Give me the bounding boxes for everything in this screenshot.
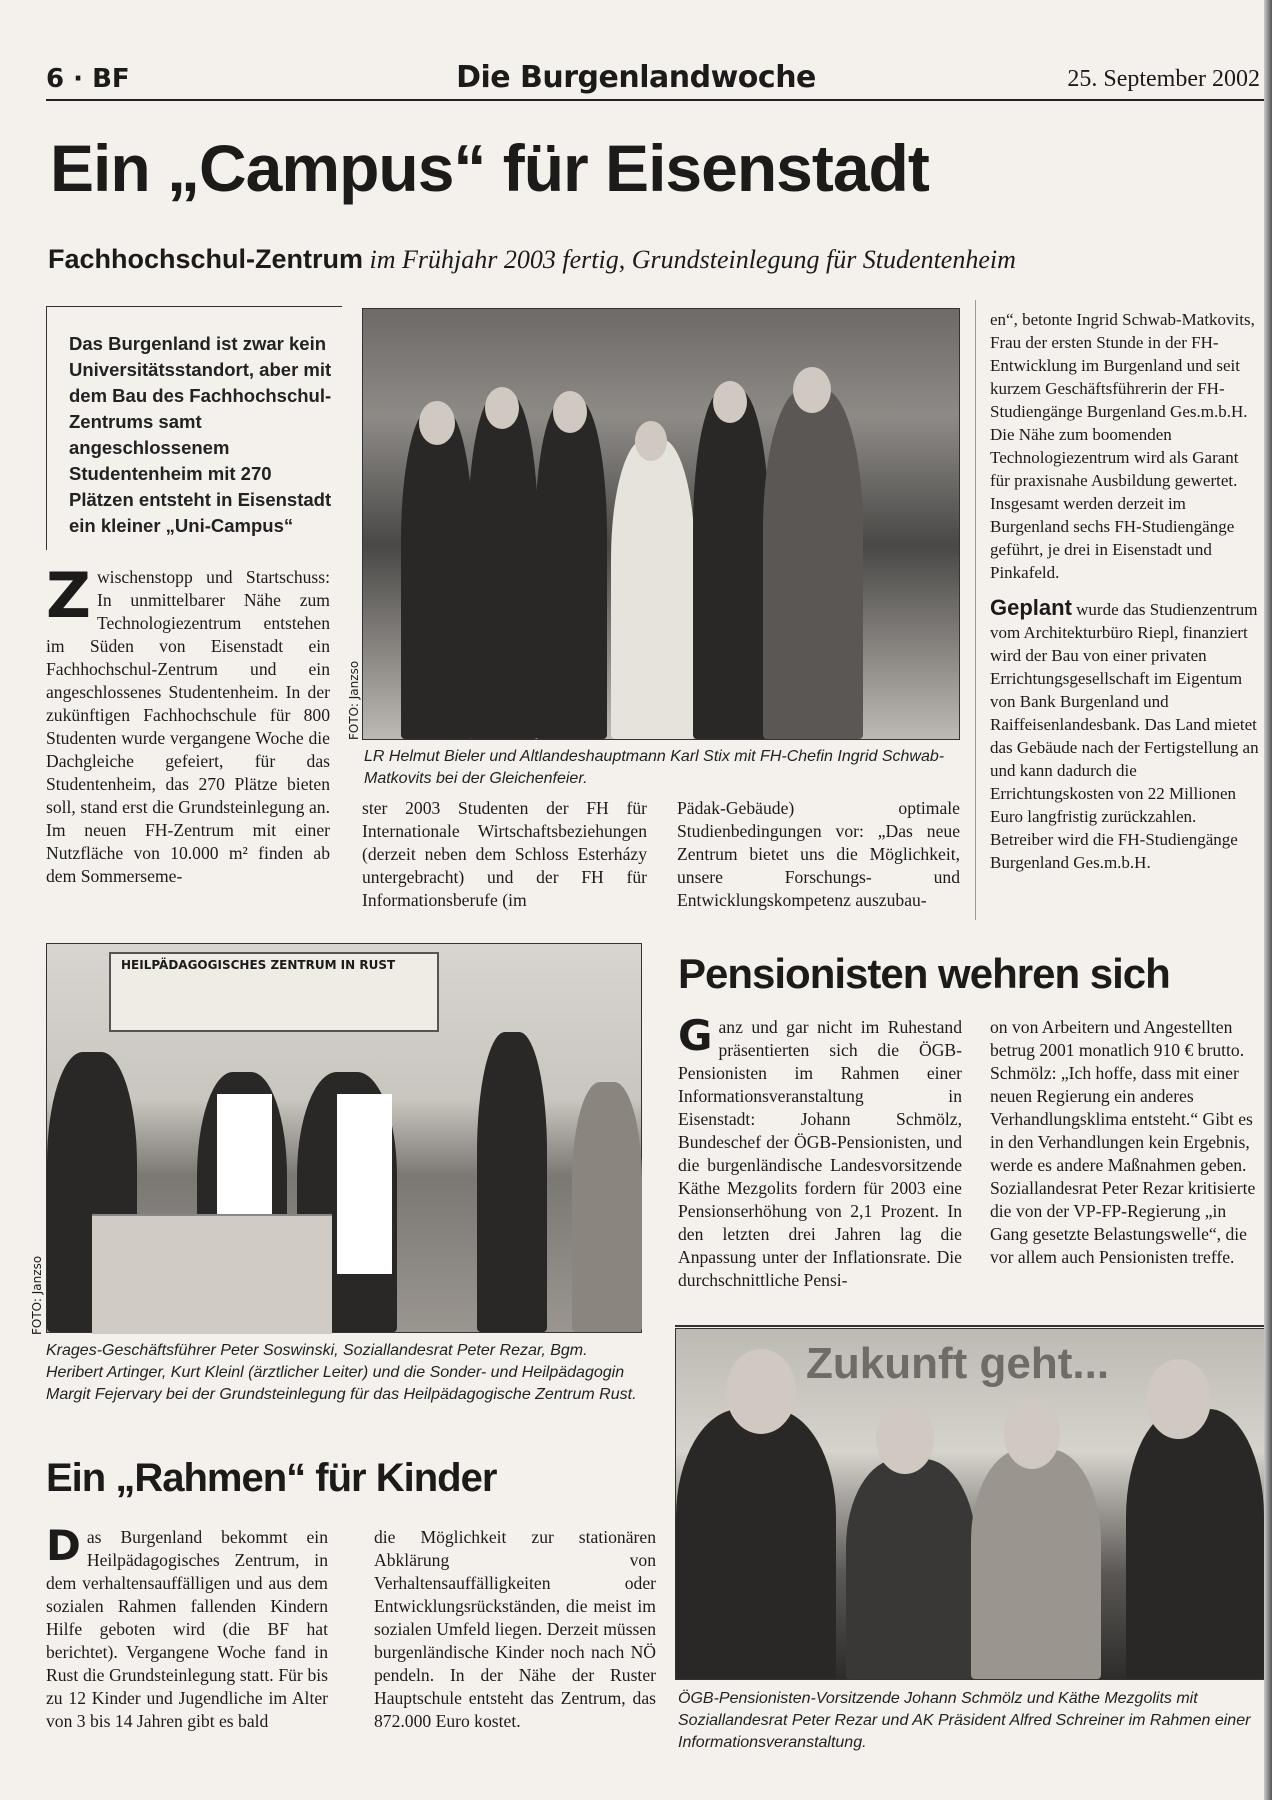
newspaper-title: Die Burgenlandwoche xyxy=(456,60,816,95)
article-column-3: Pädak-Gebäude) optimale Studienbedingungen vor: „Das neue Zentrum bietet uns die Möglichkeit, unsere Forschungs- und Entwicklungskompetenz auszubau- xyxy=(677,798,960,910)
article-column-2: ster 2003 Studenten der FH für Internationale Wirtschaftsbeziehungen (derzeit neben dem Schloss Esterházy untergebracht) und der FH für Informationsberufe (im xyxy=(362,798,647,910)
subhead-italic: im Frühjahr 2003 fertig, Grundsteinlegung für Studentenheim xyxy=(363,245,1016,274)
drop-cap: Z xyxy=(46,559,91,632)
article-column-1 xyxy=(46,1521,328,1733)
article-subhead xyxy=(48,244,1268,275)
column-text: wurde das Studienzentrum vom Architekturbüro Riepl, finanziert wird der Bau von einer privaten Errichtungsgesellschaft im Eigentum von Bank Burgenland und Raiffeisenlandesbank. Das Land mietet das Gebäude nach der Fertigstellung an und kann dadurch die Errichtungskosten von 22 Millionen Euro langfristig zurückzahlen. Betreiber wird die FH-Studiengänge Burgenland Ges.m.b.H. xyxy=(990,600,1259,872)
photo-caption: ÖGB-Pensionisten-Vorsitzende Johann Schmölz und Käthe Mezgolits mit Soziallandesrat Peter Rezar und AK Präsident Alfred Schreiner im Rahmen einer Informationsveranstaltung. xyxy=(678,1690,1251,1751)
page-number: 6 · BF xyxy=(46,64,130,94)
drop-cap: D xyxy=(46,1521,81,1570)
article-column-2: on von Arbeitern und Angestellten betrug 2001 monatlich 910 € brutto. Schmölz: „Ich hoffe, dass mit einer neuen Regierung ein anderes Verhandlungsklima entsteht.“ Gibt es in den Verhandlungen kein Ergebnis, werde es andere Maßnahmen geben. Soziallandesrat Peter Rezar kritisierte die von der VP-FP-Regierung „in Gang gesetzte Belastungswelle“, die vor allem auch Pensionisten treffe. xyxy=(990,1017,1256,1267)
column-text: wischenstopp und Startschuss: In unmittelbarer Nähe zum Technologiezentrum entstehen im Süden von Eisenstadt ein Fachhochschul-Zentrum und ein angeschlossenes Studentenheim. In der zukünftigen Fachhochschule für 800 Studenten wurde vergangene Woche die Dachgleiche gefeiert, für das Studentenheim, das 270 Plätze bieten soll, stand erst die Grundsteinlegung an. Im neuen FH-Zentrum mit einer Nutzfläche von 10.000 m² finden ab dem Sommerseme- xyxy=(46,567,330,886)
photo-caption: Krages-Geschäftsführer Peter Soswinski, Soziallandesrat Peter Rezar, Bgm. Heribert Artinger, Kurt Kleinl (ärztlicher Leiter) und die Sonder- und Heilpädagogin Margit Fejervary bei der Grundsteinlegung für das Heilpädagogische Zentrum Rust. xyxy=(46,1342,637,1403)
drop-cap: G xyxy=(678,1011,713,1060)
banner-text: Zukunft geht... xyxy=(806,1339,1110,1388)
issue-date: 25. September 2002 xyxy=(1067,66,1260,92)
sign-board: HEILPÄDAGOGISCHES ZENTRUM IN RUST xyxy=(109,952,439,1032)
article-headline: Ein „Campus“ für Eisenstadt xyxy=(50,131,929,205)
header-rule xyxy=(46,99,1272,101)
photo-grundsteinlegung xyxy=(46,943,642,1333)
kicker: Geplant xyxy=(990,595,1072,620)
intro-box: Das Burgenland ist zwar kein Universitätsstandort, aber mit dem Bau des Fachhochschul-Zentrums samt angeschlossenem Studentenheim mit 270 Plätzen entsteht in Eisenstadt ein kleiner „Uni-Campus“ xyxy=(46,306,342,550)
article-column-1 xyxy=(46,559,330,888)
photo-caption: LR Helmut Bieler und Altlandeshauptmann Karl Stix mit FH-Chefin Ingrid Schwab-Matkovits bei der Gleichenfeier. xyxy=(364,748,945,787)
page-edge-shadow xyxy=(1264,0,1272,1800)
article-headline: Pensionisten wehren sich xyxy=(678,950,1170,997)
column-text: anz und gar nicht im Ruhestand präsentierten sich die ÖGB-Pensionisten im Rahmen einer Informationsveranstaltung in Eisenstadt: Johann Schmölz, Bundeschef der ÖGB-Pensionisten, und die burgenländische Landesvorsitzende Käthe Mezgolits fordern für 2003 eine Pensionserhöhung von 2,1 Prozent. In den letzten drei Jahren lag die Anpassung unter der Inflationsrate. Die durchschnittliche Pensi- xyxy=(678,1017,962,1290)
subhead-bold: Fachhochschul-Zentrum xyxy=(48,244,364,274)
column-text: as Burgenland bekommt ein Heilpädagogisches Zentrum, in dem verhaltensauffälligen und aus dem sozialen Rahmen fallenden Kindern Hilfe geboten wird (die BF hat berichtet). Vergangene Woche fand in Rust die Grundsteinlegung statt. Für bis zu 12 Kinder und Jugendliche im Alter von 3 bis 14 Jahren gibt es bald xyxy=(46,1527,328,1731)
photo-credit: FOTO: Janzso xyxy=(347,660,361,740)
column-text: en“, betonte Ingrid Schwab-Matkovits, Frau der ersten Stunde in der FH-Entwicklung im Burgenland und seit kurzem Geschäftsführerin der FH-Studiengänge Burgenland Ges.m.b.H. Die Nähe zum boomenden Technologiezentrum wird als Garant für praxisnahe Ausbildung gewertet. Insgesamt werden derzeit im Burgenland sechs FH-Studiengänge geführt, je drei in Eisenstadt und Pinkafeld. xyxy=(990,310,1255,582)
column-rule xyxy=(975,300,976,920)
photo-pensionisten xyxy=(675,1328,1265,1680)
photo-group-gleichenfeier xyxy=(362,308,960,740)
article-column-2: die Möglichkeit zur stationären Abklärung von Verhaltensauffälligkeiten oder Entwicklungsrückständen, die meist im sozialen Umfeld liegen. Derzeit müssen burgenländische Kinder noch nach NÖ pendeln. In der Nähe der Ruster Hauptschule entsteht das Zentrum, das 872.000 Euro kostet. xyxy=(374,1527,656,1731)
article-headline: Ein „Rahmen“ für Kinder xyxy=(46,1456,497,1500)
article-column-4 xyxy=(990,308,1262,874)
section-rule xyxy=(675,1325,1272,1327)
article-column-1 xyxy=(678,1011,962,1292)
photo-credit: FOTO: Janzso xyxy=(30,1255,44,1335)
